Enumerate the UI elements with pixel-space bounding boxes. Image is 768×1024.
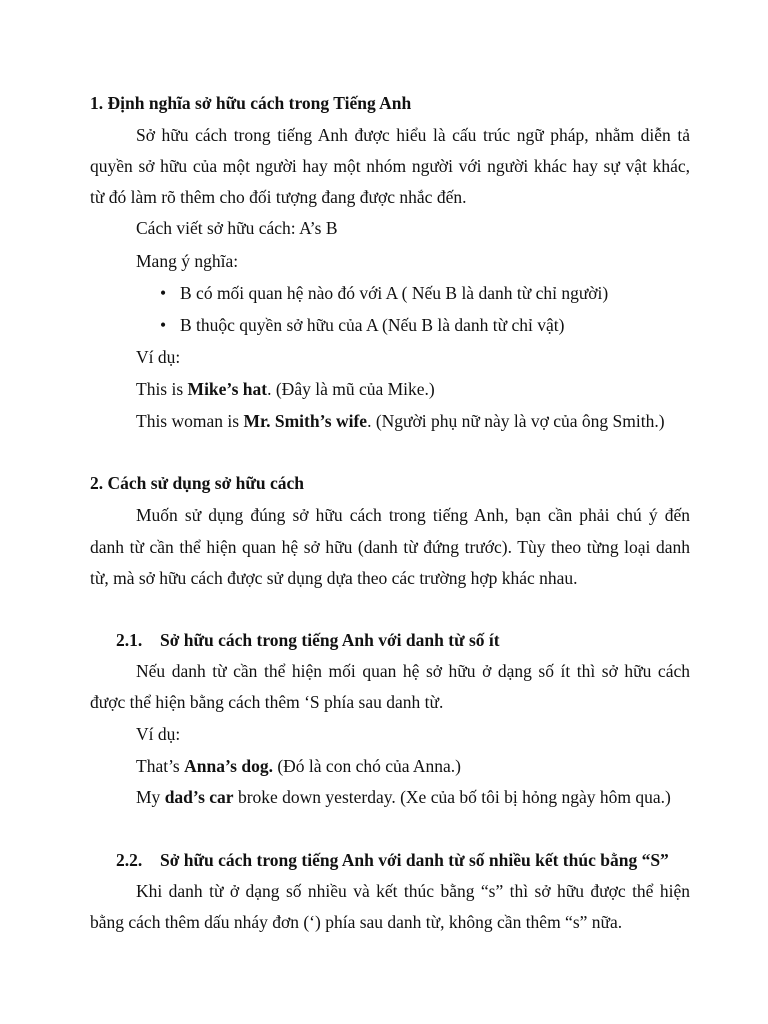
paragraph-line: từ đó làm rõ thêm cho đối tượng đang được nhắc đến. <box>90 187 467 207</box>
paragraph-line: Sở hữu cách trong tiếng Anh được hiểu là cấu trúc ngữ pháp, nhằm diễn tả <box>136 125 690 145</box>
paragraph-line: Nếu danh từ cần thể hiện mối quan hệ sở hữu ở dạng số ít thì sở hữu cách <box>136 661 690 681</box>
example-text: . (Người phụ nữ này là vợ của ông Smith.) <box>367 411 665 431</box>
paragraph-line: từ, mà sở hữu cách được sử dụng dựa theo các trường hợp khác nhau. <box>90 568 578 588</box>
example-bold: Anna’s dog. <box>184 756 273 776</box>
paragraph-line: được thể hiện bằng cách thêm ‘S phía sau danh từ. <box>90 692 444 712</box>
example-line <box>136 410 665 432</box>
paragraph-line: danh từ cần thể hiện quan hệ sở hữu (danh từ đứng trước). Tùy theo từng loại danh <box>90 537 690 557</box>
paragraph-line: Muốn sử dụng đúng sở hữu cách trong tiếng Anh, bạn cần phải chú ý đến <box>136 505 690 525</box>
example-line <box>136 755 461 777</box>
paragraph-line: Khi danh từ ở dạng số nhiều và kết thúc bằng “s” thì sở hữu được thể hiện <box>136 881 690 901</box>
heading-number: 2.1. <box>116 630 143 650</box>
bullet-icon: • <box>160 283 167 303</box>
paragraph-line: bằng cách thêm dấu nháy đơn (‘) phía sau danh từ, không cần thêm “s” nữa. <box>90 912 623 932</box>
example-bold: dad’s car <box>164 787 234 807</box>
example-label: Ví dụ: <box>136 347 181 367</box>
example-bold: Mike’s hat <box>187 379 268 399</box>
example-text: broke down yesterday. (Xe của bố tôi bị hỏng ngày hôm qua.) <box>233 787 671 807</box>
example-text: My <box>136 787 165 807</box>
section-2-heading: 2. Cách sử dụng sở hữu cách <box>90 473 305 493</box>
example-label: Ví dụ: <box>136 724 181 744</box>
formula-line: Cách viết sở hữu cách: A’s B <box>136 218 338 238</box>
example-text: That’s <box>136 756 185 776</box>
example-text: . (Đây là mũ của Mike.) <box>267 379 435 399</box>
bullet-icon: • <box>160 315 167 335</box>
example-text: (Đó là con chó của Anna.) <box>272 756 462 776</box>
example-text: This is <box>136 379 188 399</box>
example-text: This woman is <box>136 411 244 431</box>
bullet-item <box>160 282 608 304</box>
example-line <box>136 786 671 808</box>
bullet-text: B có mối quan hệ nào đó với A ( Nếu B là danh từ chỉ người) <box>180 283 609 303</box>
bullet-item <box>160 314 564 336</box>
example-bold: Mr. Smith’s wife <box>243 411 368 431</box>
heading-title: Sở hữu cách trong tiếng Anh với danh từ số ít <box>160 630 500 650</box>
paragraph-line: quyền sở hữu của một người hay một nhóm người với người khác hay sự vật khác, <box>90 156 690 176</box>
section-2-1-heading <box>116 629 500 651</box>
heading-number: 2.2. <box>116 850 143 870</box>
heading-title: Sở hữu cách trong tiếng Anh với danh từ số nhiều kết thúc bằng “S” <box>160 850 669 870</box>
section-2-2-heading <box>116 849 669 871</box>
section-1-heading: 1. Định nghĩa sở hữu cách trong Tiếng Anh <box>90 93 412 113</box>
bullet-text: B thuộc quyền sở hữu của A (Nếu B là danh từ chỉ vật) <box>180 315 565 335</box>
meaning-label: Mang ý nghĩa: <box>136 251 239 271</box>
example-line <box>136 378 435 400</box>
